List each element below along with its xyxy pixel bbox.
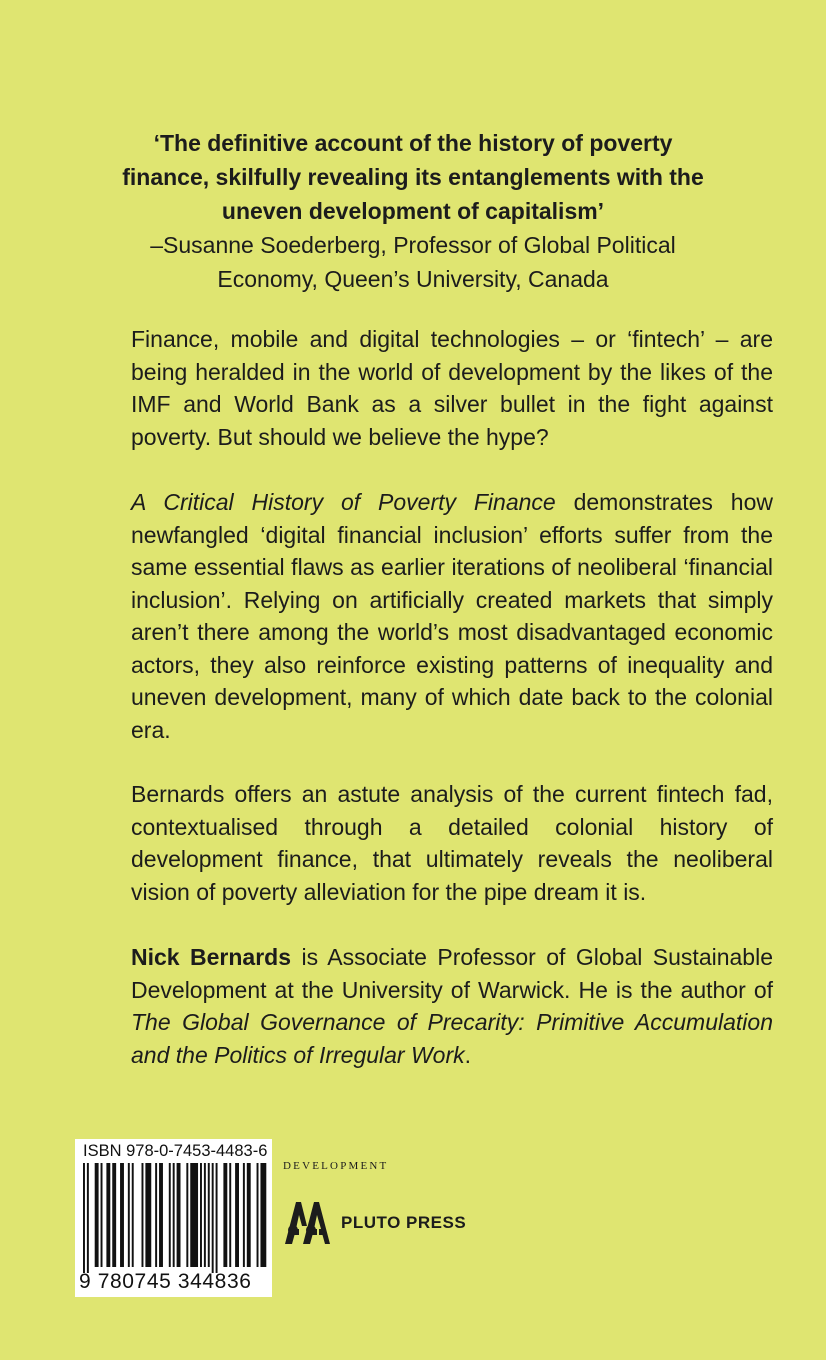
barcode-bar [101, 1163, 103, 1267]
barcode-bar [106, 1163, 110, 1267]
barcode-bar [216, 1163, 218, 1273]
barcode-bar [223, 1163, 227, 1267]
category-label: DEVELOPMENT [283, 1160, 389, 1172]
blurb-paragraph-3: Bernards offers an astute analysis of the current fintech fad, contextualised through a detailed colonial history of development finance, that ultimately reveals the neoliberal vision of poverty alleviation for the pipe dream it is. [131, 781, 773, 905]
barcode-bar [128, 1163, 130, 1267]
author-bio-end: . [464, 1041, 472, 1068]
quote-text: ‘The definitive account of the history of poverty finance, skilfully revealing its entanglements with the uneven development of capitalism’ [122, 130, 704, 224]
barcode-bar [186, 1163, 188, 1267]
barcode-bar [257, 1163, 259, 1267]
barcode-bar [95, 1163, 99, 1267]
barcode-bar [243, 1163, 245, 1267]
pluto-press-logo-icon [283, 1200, 331, 1246]
book-title: A Critical History of Poverty Finance [131, 489, 556, 515]
barcode-bar [229, 1163, 231, 1267]
previous-book-title: The Global Governance of Precarity: Primitive Accumulation and the Politics of Irregular Work [131, 1009, 773, 1068]
publisher-name: PLUTO PRESS [341, 1213, 467, 1232]
barcode-bar [87, 1163, 89, 1273]
barcode-bar [204, 1163, 206, 1267]
barcode-bar [145, 1163, 151, 1267]
barcode-bar [260, 1163, 266, 1267]
barcode-digits: 9 780745 344836 [79, 1270, 252, 1293]
blurb-paragraph-1: Finance, mobile and digital technologies – or ‘fintech’ – are being heralded in the world of development by the likes of the IMF and World Bank as a silver bullet in the fight against poverty. But should we believe the hype? [131, 326, 773, 450]
blurb-paragraph-2-text: demonstrates how newfangled ‘digital financial inclusion’ efforts suffer from the same essential flaws as earlier iterations of neoliberal ‘financial inclusion’. Relying on artificially created markets that simply aren’t there among the world’s most disadvantaged economic actors, they also reinforce existing patterns of inequality and uneven development, many of which date back to the colonial era. [131, 489, 773, 743]
barcode-bar [208, 1163, 210, 1267]
author-bio [131, 941, 773, 1071]
author-name: Nick Bernards [131, 944, 292, 970]
barcode-bar [190, 1163, 198, 1267]
barcode-bar [177, 1163, 181, 1267]
isbn-label: ISBN 978-0-7453-4483-6 [83, 1142, 268, 1160]
barcode-bar [132, 1163, 134, 1267]
barcode-bar [83, 1163, 85, 1273]
barcode-bar [155, 1163, 157, 1267]
publisher-imprint [283, 1200, 466, 1246]
barcode-bar [159, 1163, 163, 1267]
barcode-bar [169, 1163, 171, 1267]
author-bio-text: is Associate Professor of Global Sustainable Development at the University of Warwick. He is the author of [131, 944, 773, 1003]
barcode-bar [142, 1163, 144, 1267]
barcode-bar [112, 1163, 116, 1267]
endorsement-quote [120, 126, 706, 296]
barcode-bar [247, 1163, 251, 1267]
barcode-bar [120, 1163, 124, 1267]
barcode-bar [173, 1163, 175, 1267]
blurb-paragraph-2 [131, 486, 773, 746]
barcode-bar [212, 1163, 214, 1273]
quote-attribution: –Susanne Soederberg, Professor of Global Political Economy, Queen’s University, Canada [150, 232, 676, 292]
isbn-barcode [75, 1139, 272, 1297]
barcode-bar [200, 1163, 202, 1267]
barcode-bars [79, 1163, 268, 1273]
barcode-bar [235, 1163, 239, 1267]
